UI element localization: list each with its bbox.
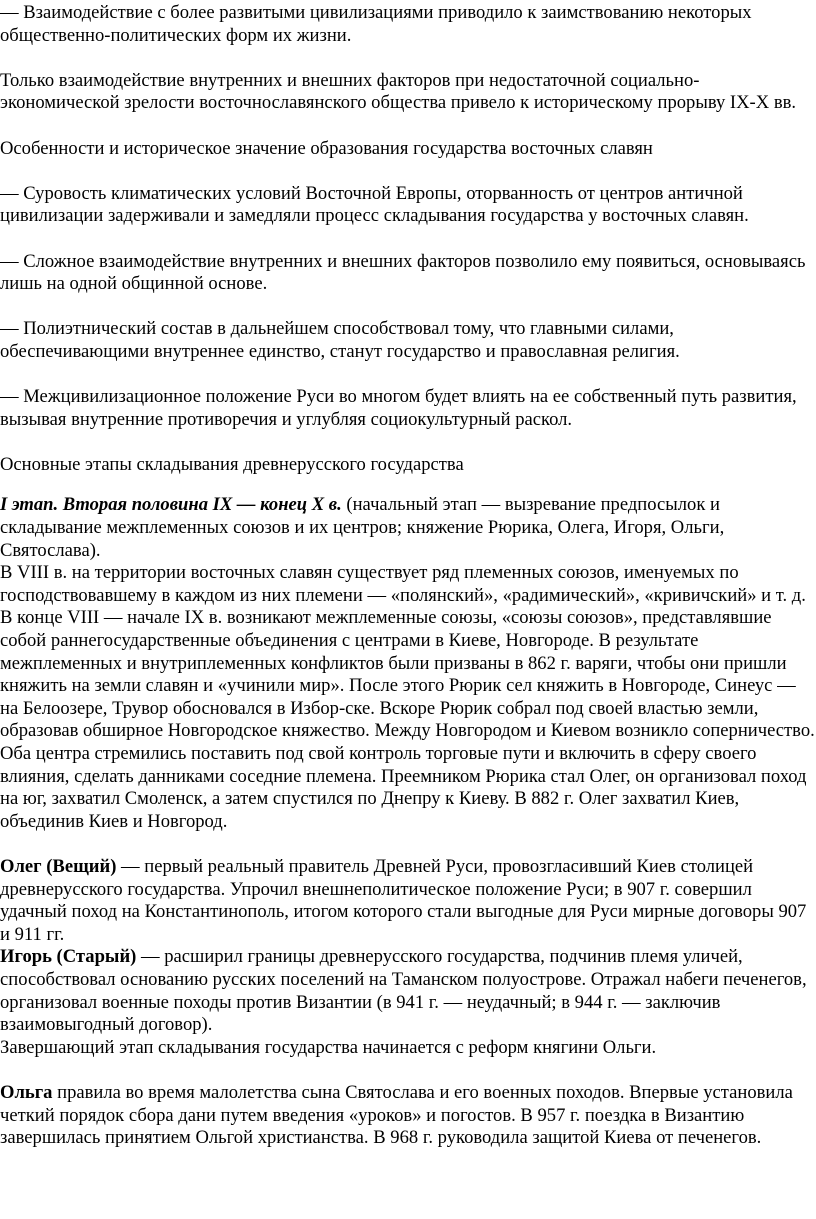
paragraph-foreign-influence: — Взаимодействие с более развитыми цивилизациями приводило к заимствованию некоторых общественно-политических форм их жизни. — [0, 2, 752, 46]
heading-features: Особенности и историческое значение образования государства восточных славян — [0, 137, 653, 159]
stage-1-title: I этап. Вторая половина IX — конец X в. — [0, 494, 342, 516]
paragraph-interaction: — Сложное взаимодействие внутренних и внешних факторов позволило ему появиться, основываясь лишь на одной общинной основе. — [0, 250, 806, 295]
paragraph-igor — [0, 946, 816, 1036]
paragraph-eastern-slavs: В VIII в. на территории восточных славян существует ряд племенных союзов, именуемых по господствовавшему в каждом из них племени — «полянский», «радимический», «кривичский» и т. д. В конце VIII — начале IX в. возникают межплеменные союзы, «союзы союзов», представлявшие собой раннегосударственные объединения с центрами в Киеве, Новгороде. В результате межплеменных и внутриплеменных конфликтов были призваны в 862 г. варяги, чтобы они пришли княжить на земли славян и «учинили мир». После этого Рюрик сел княжить в Новгороде, Синеус — на Белоозере, Трувор обосновался в Избор-ске. Вскоре Рюрик собрал под своей властью земли, образовав обширное Новгородское княжество. Между Новгородом и Киевом возникло соперничество. Оба центра стремились поставить под свой контроль торговые пути и включить в сферу своего влияния, сделать данниками соседние племена. Преемником Рюрика стал Олег, он организовал поход на юг, захватил Смоленск, а затем спустился по Днепру к Киеву. В 882 г. Олег захватил Киев, объединив Киев и Новгород. — [0, 562, 815, 832]
oleg-name: Олег (Вещий) — [0, 855, 117, 877]
heading-stages: Основные этапы складывания древнерусского государства — [0, 453, 464, 475]
stage-1-description: (начальный этап — вызревание предпосылок и складывание межплеменных союзов и их центров; княжение Рюрика, Олега, Игоря, Ольги, Святослава). — [0, 494, 725, 561]
paragraph-factors: Только взаимодействие внутренних и внешних факторов при недостаточной социально-экономической зрелости восточнославянского общества привело к историческому прорыву IX-X вв. — [0, 69, 797, 114]
oleg-description: — первый реальный правитель Древней Руси, провозгласивший Киев столицей древнерусского государства. Упрочил внешнеполитическое положение Руси; в 907 г. совершил удачный поход на Константинополь, итогом которого стали выгодные для Руси мирные договоры 907 и 911 гг. — [0, 855, 807, 945]
paragraph-polyethnic: — Полиэтнический состав в дальнейшем способствовал тому, что главными силами, обеспечивающими внутреннее единство, станут государство и православная религия. — [0, 318, 680, 362]
olga-description: правила во время малолетства сына Святослава и его военных походов. Впервые установила четкий порядок сбора дани путем введения «уроков» и погостов. В 957 г. поездка в Византию завершилась принятием Ольгой христианства. В 968 г. руководила защитой Киева от печенегов. — [0, 1081, 793, 1149]
igor-name: Игорь (Старый) — [0, 946, 137, 968]
olga-name: Ольга — [0, 1081, 53, 1103]
paragraph-oleg — [0, 856, 816, 946]
paragraph-intercivilizational: — Межцивилизационное положение Руси во многом будет влиять на ее собственный путь развития, вызывая внутренние противоречия и углубляя социокультурный раскол. — [0, 386, 797, 430]
paragraph-olga — [0, 1082, 816, 1150]
paragraph-stage-1 — [0, 494, 816, 562]
igor-description: — расширил границы древнерусского государства, подчинив племя уличей, способствовал основанию русских поселений на Таманском полуострове. Отражал набеги печенегов, организовал военные походы против Византии (в 941 г. — неудачный; в 944 г. — заключив взаимовыгодный договор). — [0, 946, 807, 1036]
paragraph-climate: — Суровость климатических условий Восточной Европы, оторванность от центров античной цивилизации задерживали и замедляли процесс складывания государства у восточных славян. — [0, 182, 749, 227]
paragraph-final-stage: Завершающий этап складывания государства начинается с реформ княгини Ольги. — [0, 1036, 657, 1058]
